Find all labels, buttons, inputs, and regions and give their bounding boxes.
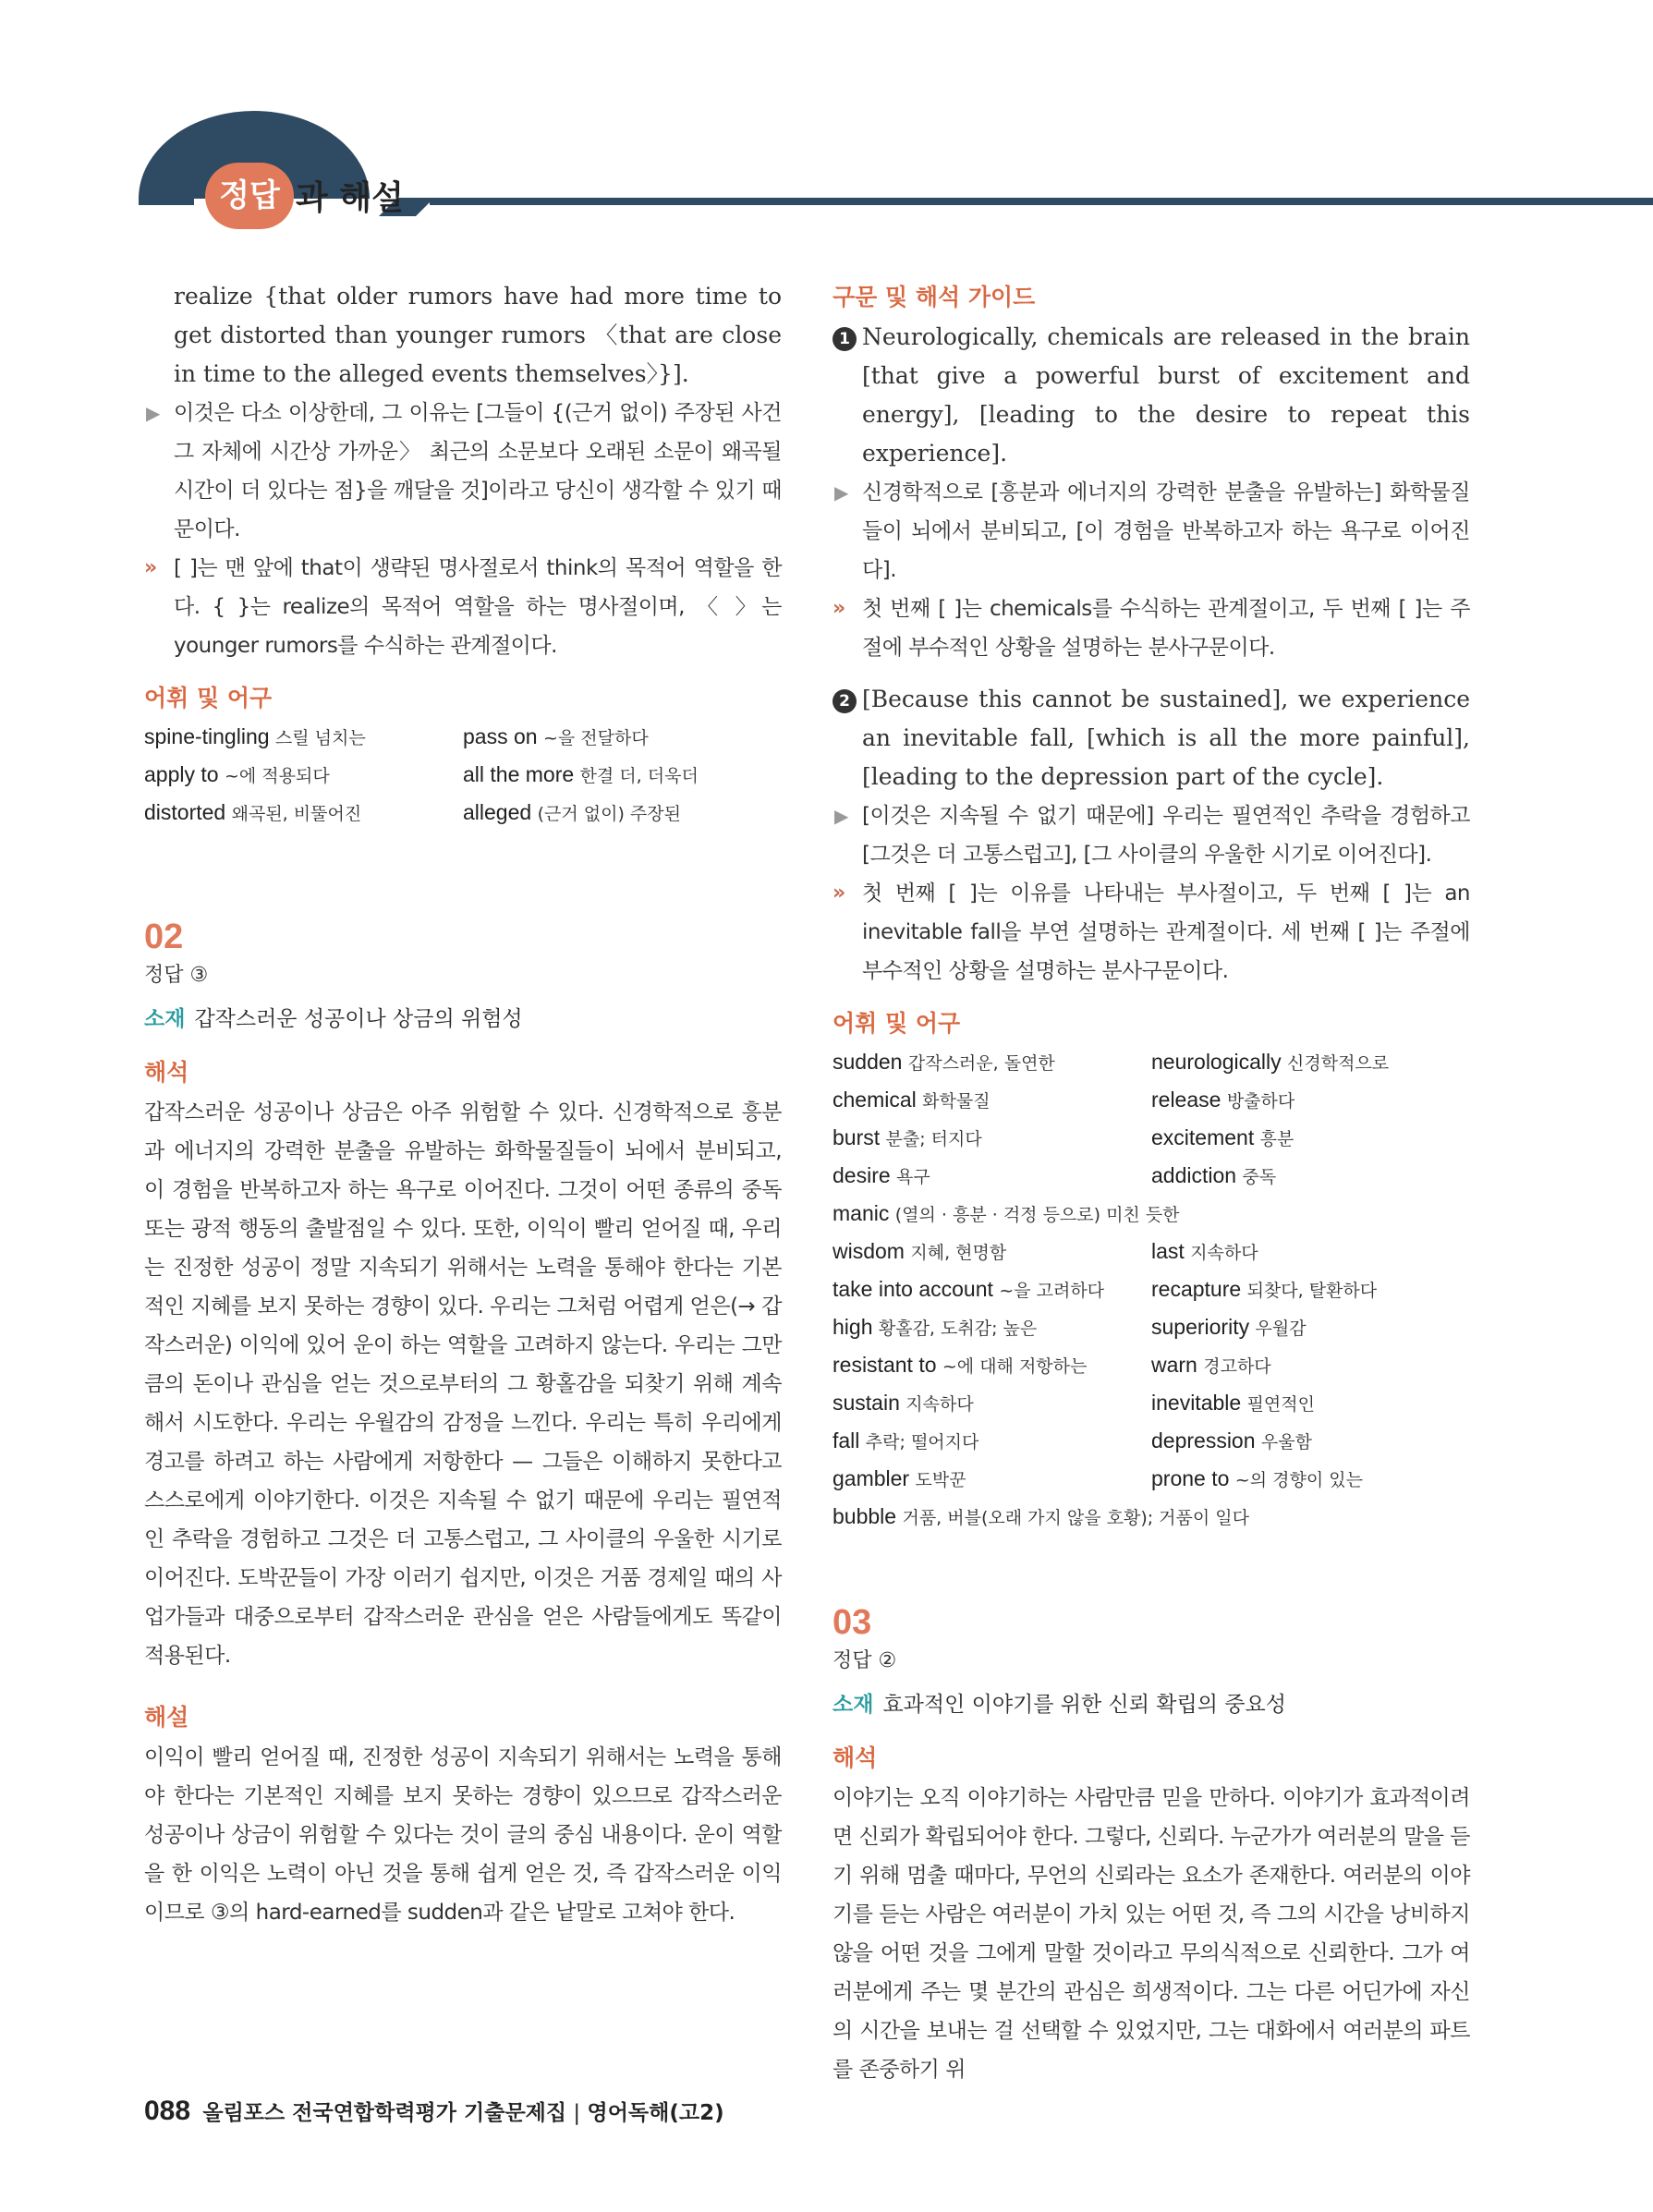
guide-title: 구문 및 해석 가이드 — [833, 284, 1036, 310]
vocab-item: fall 추락; 떨어지다 — [833, 1428, 979, 1452]
vocab-item: pass on ~을 전달하다 — [463, 724, 649, 748]
vocab-list-right — [833, 1044, 1470, 1537]
page-header — [0, 0, 1653, 240]
vocab-item: addiction 중독 — [1151, 1163, 1277, 1187]
q1-korean-translation: ▶ 이것은 다소 이상한데, 그 이유는 [그들이 {(근거 없이) 주장된 사건 그 자체에 시간상 가까운〉 최근의 소문보다 오래된 소문이 왜곡될 시간이 더 있다는 점}을 깨달을 것]이라고 당신이 생각할 수 있기 때문이다. — [144, 394, 782, 549]
guide-item-2-note: » 첫 번째 [ ]는 이유를 나타내는 부사절이고, 두 번째 [ ]는 an inevitable fall을 부연 설명하는 관계절이다. 세 번째 [ ]는 주절에 부수적인 상황을 설명하는 분사구문이다. — [833, 874, 1470, 991]
guide-item-1-note: » 첫 번째 [ ]는 chemicals를 수식하는 관계절이고, 두 번째 [ ]는 주절에 부수적인 상황을 설명하는 분사구문이다. — [833, 589, 1470, 667]
vocab-item: apply to ~에 적용되다 — [144, 762, 330, 786]
left-column — [144, 277, 782, 1932]
footer-separator: | — [573, 2101, 581, 2125]
vocab-item: high 황홀감, 도취감; 높은 — [833, 1315, 1038, 1339]
vocab-item: last 지속하다 — [1151, 1239, 1258, 1263]
vocab-title: 어휘 및 어구 — [833, 1010, 961, 1037]
vocab-item: superiority 우월감 — [1151, 1315, 1307, 1339]
book-title: 올림포스 전국연합학력평가 기출문제집 — [202, 2101, 567, 2125]
vocab-item: gambler 도박꾼 — [833, 1466, 966, 1490]
triangle-icon: ▶ — [834, 805, 848, 827]
q3-translation-title: 해석 — [833, 1744, 878, 1771]
vocab-item: sudden 갑작스러운, 돌연한 — [833, 1050, 1055, 1074]
vocab-list-left — [144, 719, 782, 833]
vocab-item: recapture 되찾다, 탈환하다 — [1151, 1277, 1378, 1301]
subject-title: 영어독해(고2) — [587, 2101, 724, 2125]
header-title: 과 해설 — [296, 179, 404, 217]
double-chevron-icon: » — [833, 597, 845, 620]
vocab-item: desire 욕구 — [833, 1163, 930, 1187]
guide-item-2-korean: ▶ [이것은 지속될 수 없기 때문에] 우리는 필연적인 추락을 경험하고 [그것은 더 고통스럽고], [그 사이클의 우울한 시기로 이어진다]. — [833, 796, 1470, 874]
question-number-03: 03 — [833, 1603, 872, 1642]
vocab-item: inevitable 필연적인 — [1151, 1391, 1315, 1415]
double-chevron-icon: » — [833, 881, 845, 905]
vocab-item: sustain 지속하다 — [833, 1391, 974, 1415]
triangle-icon: ▶ — [146, 402, 160, 424]
vocab-item: wisdom 지혜, 현명함 — [833, 1239, 1007, 1263]
vocab-item: burst 분출; 터지다 — [833, 1125, 982, 1149]
guide-item-1-korean: ▶ 신경학적으로 [흥분과 에너지의 강력한 분출을 유발하는] 화학물질들이 뇌에서 분비되고, [이 경험을 반복하고자 하는 욕구로 이어진다]. — [833, 473, 1470, 589]
q2-translation-title: 해석 — [144, 1059, 189, 1086]
vocab-item: distorted 왜곡된, 비뚤어진 — [144, 800, 362, 824]
vocab-item: manic (열의 · 흥분 · 걱정 등으로) 미친 듯한 — [833, 1201, 1180, 1225]
right-column — [833, 277, 1470, 2089]
vocab-item: warn 경고하다 — [1151, 1353, 1271, 1377]
circled-number-icon: 2 — [833, 689, 857, 713]
q2-answer: 정답 ③ — [144, 964, 209, 987]
q3-translation: 이야기는 오직 이야기하는 사람만큼 믿을 만하다. 이야기가 효과적이려면 신뢰가 확립되어야 한다. 그렇다, 신뢰다. 누군가가 여러분의 말을 듣기 위해 멈출 때마다, 무언의 신뢰라는 요소가 존재한다. 여러분의 이야기를 듣는 사람은 여러분이 가치 있는 어떤 것, 즉 그의 시간을 낭비하지 않을 어떤 것을 그에게 말할 것이라고 무의식적으로 신뢰한다. 그가 여러분에게 주는 몇 분간의 관심은 희생적이다. 그는 다른 어딘가에 자신의 시간을 보내는 걸 선택할 수 있었지만, 그는 대화에서 여러분의 파트를 존중하기 위 — [833, 1786, 1470, 2082]
vocab-item: chemical 화학물질 — [833, 1088, 991, 1112]
page-footer — [144, 2096, 724, 2127]
q2-explanation: 이익이 빨리 얻어질 때, 진정한 성공이 지속되기 위해서는 노력을 통해야 한다는 기본적인 지혜를 보지 못하는 경향이 있으므로 갑작스러운 성공이나 상금이 위험할 수 있다는 것이 글의 중심 내용이다. 운이 역할을 한 이익은 노력이 아닌 것을 통해 쉽게 얻은 것, 즉 갑작스러운 이익이므로 ③의 hard-earned를 sudden과 같은 낱말로 고쳐야 한다. — [144, 1745, 782, 1925]
vocab-item: all the more 한결 더, 더욱더 — [463, 762, 699, 786]
header-badge: 정답 — [205, 163, 294, 229]
q1-grammar-note: » [ ]는 맨 앞에 that이 생략된 명사절로서 think의 목적어 역할을 한다. { }는 realize의 목적어 역할을 하는 명사절이며, 〈 〉는 younger rumors를 수식하는 관계절이다. — [144, 549, 782, 665]
q2-explanation-title: 해설 — [144, 1704, 189, 1731]
double-chevron-icon: » — [144, 556, 157, 579]
vocab-item: depression 우울함 — [1151, 1428, 1312, 1452]
vocab-item: bubble 거품, 버블(오래 가지 않을 호황); 거품이 일다 — [833, 1504, 1249, 1528]
q3-answer: 정답 ② — [833, 1649, 897, 1672]
q3-topic: 소재 효과적인 이야기를 위한 신뢰 확립의 중요성 — [833, 1693, 1286, 1717]
vocab-item: excitement 흥분 — [1151, 1125, 1294, 1149]
triangle-icon: ▶ — [834, 481, 848, 504]
vocab-item: take into account ~을 고려하다 — [833, 1277, 1105, 1301]
vocab-title: 어휘 및 어구 — [144, 685, 273, 711]
q2-translation: 갑작스러운 성공이나 상금은 아주 위험할 수 있다. 신경학적으로 흥분과 에너지의 강력한 분출을 유발하는 화학물질들이 뇌에서 분비되고, 이 경험을 반복하고자 하는 욕구로 이어진다. 그것이 어떤 종류의 중독 또는 광적 행동의 출발점일 수 있다. 또한, 이익이 빨리 얻어질 때, 우리는 진정한 성공이 정말 지속되기 위해서는 노력을 통해야 한다는 기본적인 지혜를 보지 못하는 경향이 있다. 우리는 그처럼 어렵게 얻은(→ 갑작스러운) 이익에 있어 운이 하는 역할을 고려하지 않는다. 우리는 그만큼의 돈이나 관심을 얻는 것으로부터의 그 황홀감을 되찾기 위해 계속해서 시도한다. 우리는 우월감의 감정을 느낀다. 우리는 특히 우리에게 경고를 하려고 하는 사람에게 저항한다 — 그들은 이해하지 못한다고 스스로에게 이야기한다. 이것은 지속될 수 없기 때문에 우리는 필연적인 추락을 경험하고 그것은 더 고통스럽고, 그 사이클의 우울한 시기로 이어진다. 도박꾼들이 가장 이러기 쉽지만, 이것은 거품 경제일 때의 사업가들과 대중으로부터 갑작스러운 관심을 얻은 사람들에게도 똑같이 적용된다. — [144, 1100, 782, 1668]
guide-item-1-english: 1 Neurologically, chemicals are released in the brain [that give a powerful burst of excitement and energy], [leading to the desire to repeat this experience]. — [833, 318, 1470, 473]
vocab-item: neurologically 신경학적으로 — [1151, 1050, 1390, 1074]
question-number-02: 02 — [144, 918, 184, 956]
q1-english-tail: realize {that older rumors have had more time to get distorted than younger rumors 〈that are close in time to the alleged events themselves〉}]. — [174, 283, 782, 387]
vocab-item: release 방출하다 — [1151, 1088, 1295, 1112]
vocab-item: spine-tingling 스릴 넘치는 — [144, 724, 366, 748]
vocab-item: prone to ~의 경향이 있는 — [1151, 1466, 1363, 1490]
q2-topic: 소재 갑작스러운 성공이나 상금의 위험성 — [144, 1007, 523, 1031]
page-number: 088 — [144, 2096, 191, 2126]
vocab-item: resistant to ~에 대해 저항하는 — [833, 1353, 1088, 1377]
circled-number-icon: 1 — [833, 327, 857, 351]
vocab-item: alleged (근거 없이) 주장된 — [463, 800, 681, 824]
guide-item-2-english: 2 [Because this cannot be sustained], we experience an inevitable fall, [which is all the more painful], [leading to the depression part of the cycle]. — [833, 680, 1470, 796]
